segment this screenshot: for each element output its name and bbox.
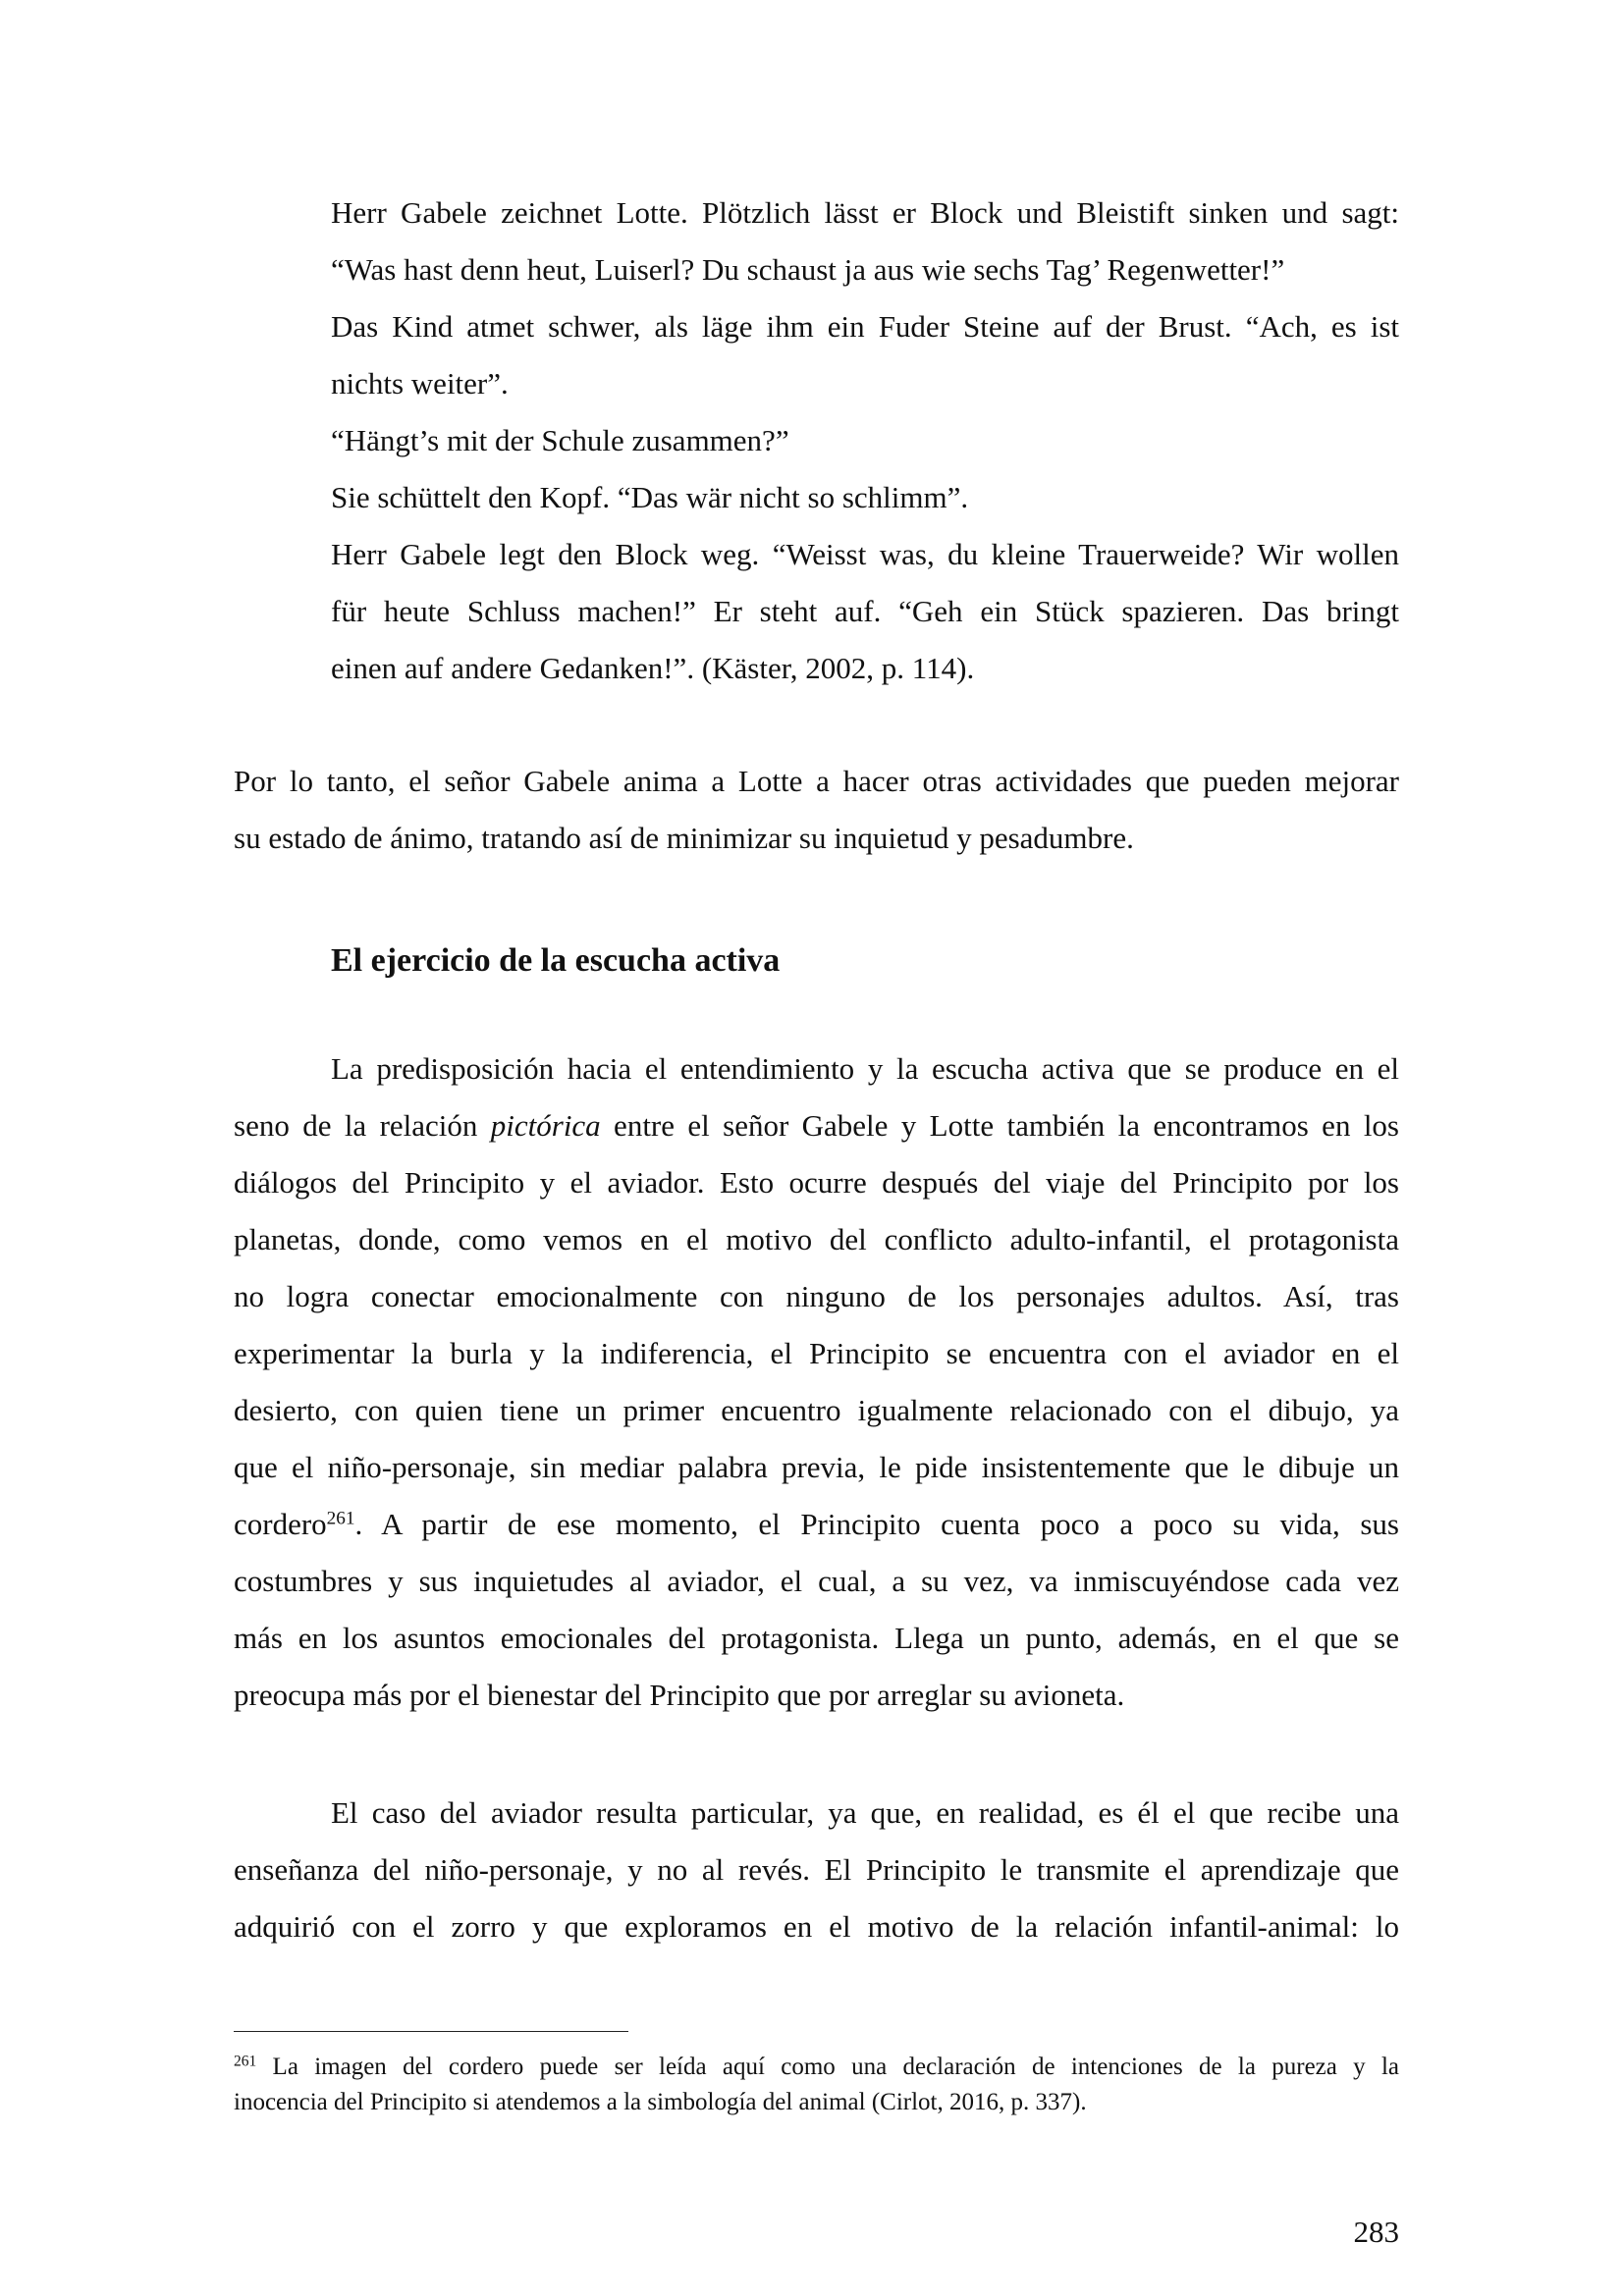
text-run: La imagen del cordero puede ser leída aquí como una declaración de intenciones de la pureza y la	[256, 2054, 1399, 2080]
paragraph-line: Por lo tanto, el señor Gabele anima a Lotte a hacer otras actividades que pueden mejorar	[234, 764, 1399, 798]
page-number: 283	[1353, 2215, 1399, 2249]
paragraph-line: adquirió con el zorro y que exploramos en el motivo de la relación infantil-animal: lo	[234, 1909, 1399, 1944]
paragraph-line: El caso del aviador resulta particular, ya que, en realidad, es él el que recibe una	[331, 1795, 1399, 1830]
paragraph-line: planetas, donde, como vemos en el motivo del conflicto adulto-infantil, el protagonista	[234, 1222, 1399, 1256]
paragraph-line: preocupa más por el bienestar del Principito que por arreglar su avioneta.	[234, 1678, 1125, 1712]
quote-line: Sie schüttelt den Kopf. “Das wär nicht so schlimm”.	[331, 480, 969, 514]
quote-line: “Hängt’s mit der Schule zusammen?”	[331, 423, 789, 457]
footnote-separator	[234, 2031, 628, 2032]
paragraph-line: diálogos del Principito y el aviador. Esto ocurre después del viaje del Principito por los	[234, 1165, 1399, 1200]
paragraph-2	[234, 1041, 1399, 1724]
quote-line: Herr Gabele zeichnet Lotte. Plötzlich lässt er Block und Bleistift sinken und sagt:	[331, 195, 1399, 230]
text-run: seno de la relación	[234, 1108, 491, 1143]
paragraph-1	[234, 753, 1399, 867]
footnote-reference[interactable]: 261	[326, 1508, 355, 1529]
paragraph-line: experimentar la burla y la indiferencia, el Principito se encuentra con el aviador en el	[234, 1336, 1399, 1370]
paragraph-line	[234, 1097, 1399, 1154]
paragraph-line: La predisposición hacia el entendimiento y la escucha activa que se produce en el	[331, 1051, 1399, 1086]
quote-line: einen auf andere Gedanken!”. (Käster, 2002, p. 114).	[331, 651, 975, 685]
quote-line: für heute Schluss machen!” Er steht auf. “Geh ein Stück spazieren. Das bringt	[331, 594, 1399, 628]
block-quote	[331, 185, 1399, 697]
paragraph-line	[234, 1496, 1399, 1553]
paragraph-3	[234, 1785, 1399, 1955]
footnote	[234, 2050, 1399, 2120]
paragraph-line: enseñanza del niño-personaje, y no al revés. El Principito le transmite el aprendizaje que	[234, 1852, 1399, 1887]
quote-line: Das Kind atmet schwer, als läge ihm ein Fuder Steine auf der Brust. “Ach, es ist	[331, 309, 1399, 344]
footnote-number: 261	[234, 2053, 257, 2070]
paragraph-line: que el niño-personaje, sin mediar palabra previa, le pide insistentemente que le dibuje un	[234, 1450, 1399, 1484]
quote-line: nichts weiter”.	[331, 366, 509, 400]
footnote-line: inocencia del Principito si atendemos a la simbología del animal (Cirlot, 2016, p. 337).	[234, 2089, 1087, 2115]
italic-term: pictórica	[490, 1108, 601, 1143]
text-run: cordero	[234, 1507, 327, 1541]
paragraph-line: su estado de ánimo, tratando así de minimizar su inquietud y pesadumbre.	[234, 821, 1134, 855]
section-heading: El ejercicio de la escucha activa	[331, 942, 781, 979]
paragraph-line: costumbres y sus inquietudes al aviador, el cual, a su vez, va inmiscuyéndose cada vez	[234, 1564, 1399, 1598]
footnote-line	[234, 2050, 1399, 2085]
quote-line: Herr Gabele legt den Block weg. “Weisst was, du kleine Trauerweide? Wir wollen	[331, 537, 1399, 571]
quote-line: “Was hast denn heut, Luiserl? Du schaust ja aus wie sechs Tag’ Regenwetter!”	[331, 252, 1285, 287]
text-run: entre el señor Gabele y Lotte también la encontramos en los	[600, 1108, 1399, 1143]
paragraph-line: desierto, con quien tiene un primer encuentro igualmente relacionado con el dibujo, ya	[234, 1393, 1399, 1427]
text-run: . A partir de ese momento, el Principito cuenta poco a poco su vida, sus	[354, 1507, 1399, 1541]
paragraph-line: no logra conectar emocionalmente con ninguno de los personajes adultos. Así, tras	[234, 1279, 1399, 1313]
paragraph-line: más en los asuntos emocionales del protagonista. Llega un punto, además, en el que se	[234, 1621, 1399, 1655]
